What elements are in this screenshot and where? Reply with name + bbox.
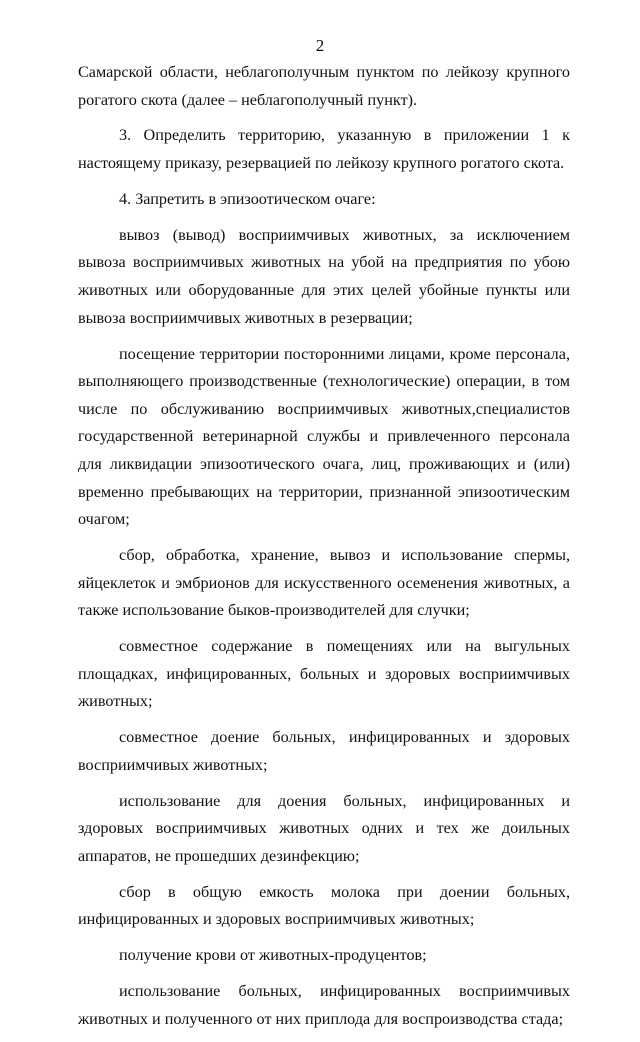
- paragraph-prohibition-blood: получение крови от животных-продуцентов;: [119, 946, 427, 965]
- paragraph-prohibition-milk-collection: сбор в общую емкость молока при доении больных, инфицированных и здоровых восприимчивых животных;: [78, 882, 570, 929]
- paragraph-prohibition-joint-keeping: совместное содержание в помещениях или на выгульных площадках, инфицированных, больных и здоровых восприимчивых животных;: [78, 637, 570, 711]
- page-number: 2: [315, 36, 325, 55]
- document-body: [78, 59, 570, 1042]
- paragraph-prohibition-joint-milking: совместное доение больных, инфицированных и здоровых восприимчивых животных;: [78, 728, 570, 774]
- paragraph-prohibition-reproduction: использование больных, инфицированных восприимчивых животных и полученного от них приплода для воспроизводства стада;: [78, 982, 570, 1028]
- paragraph-item-4: 4. Запретить в эпизоотическом очаге:: [119, 189, 376, 208]
- paragraph-prohibition-visits: посещение территории посторонними лицами, кроме персонала, выполняющего производственные (технологические) операции, в том числе по обслуживанию восприимчивых животных,специалистов государственной ветеринарной службы и привлеченного персонала для ликвидации эпизоотического очага, лиц, проживающих и (или) временно пребывающих на территории, признанной эпизоотическим очагом;: [78, 344, 570, 529]
- paragraph-continuation: Самарской области, неблагополучным пунктом по лейкозу крупного рогатого скота (далее – неблагополучный пункт).: [78, 63, 570, 109]
- paragraph-prohibition-milking-devices: использование для доения больных, инфицированных и здоровых восприимчивых животных одних и тех же доильных аппаратов, не прошедших дезинфекцию;: [78, 791, 570, 865]
- paragraph-prohibition-removal: вывоз (вывод) восприимчивых животных, за исключением вывоза восприимчивых животных на убой на предприятия по убою животных или оборудованные для этих целей убойные пункты или вывоза восприимчивых животных в резервации;: [78, 225, 570, 327]
- paragraph-item-3: 3. Определить территорию, указанную в приложении 1 к настоящему приказу, резервацией по лейкозу крупного рогатого скота.: [78, 126, 570, 173]
- paragraph-prohibition-semen: сбор, обработка, хранение, вывоз и использование спермы, яйцеклеток и эмбрионов для искусственного осеменения животных, а также использование быков-производителей для случки;: [78, 545, 570, 620]
